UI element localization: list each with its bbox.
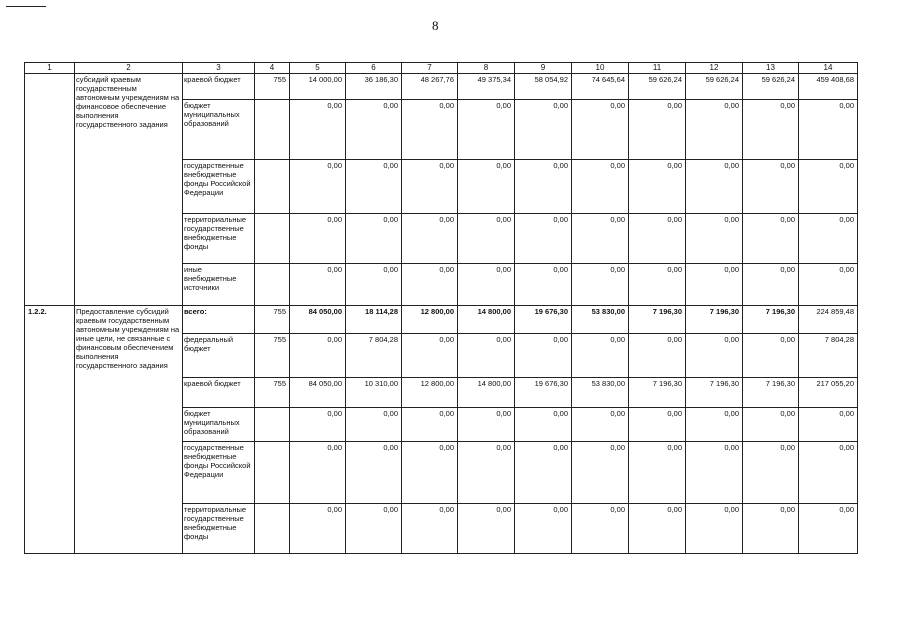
amount-cell: 0,00 — [402, 264, 458, 306]
funding-source: бюджет муниципальных образований — [183, 408, 255, 442]
item-description: субсидий краевым государственным автономным учреждениям на финансовое обеспечение выполнения государственного задания — [75, 74, 183, 306]
amount-cell: 7 804,28 — [799, 334, 858, 378]
amount-cell: 0,00 — [686, 214, 743, 264]
amount-cell: 59 626,24 — [686, 74, 743, 100]
amount-cell: 0,00 — [458, 334, 515, 378]
amount-cell: 7 196,30 — [686, 378, 743, 408]
amount-cell: 0,00 — [290, 442, 346, 504]
amount-cell: 0,00 — [402, 160, 458, 214]
amount-cell: 48 267,76 — [402, 74, 458, 100]
amount-cell: 0,00 — [743, 442, 799, 504]
item-code: 1.2.2. — [25, 306, 75, 554]
column-header: 2 — [75, 63, 183, 74]
budget-code — [255, 214, 290, 264]
amount-cell: 0,00 — [629, 214, 686, 264]
item-code — [25, 74, 75, 306]
amount-cell: 0,00 — [290, 334, 346, 378]
amount-cell: 14 000,00 — [290, 74, 346, 100]
budget-code: 755 — [255, 306, 290, 334]
amount-cell: 0,00 — [799, 504, 858, 554]
amount-cell: 18 114,28 — [346, 306, 402, 334]
amount-cell: 19 676,30 — [515, 306, 572, 334]
amount-cell: 0,00 — [799, 442, 858, 504]
amount-cell: 10 310,00 — [346, 378, 402, 408]
amount-cell: 14 800,00 — [458, 306, 515, 334]
amount-cell: 0,00 — [629, 100, 686, 160]
column-header: 12 — [686, 63, 743, 74]
amount-cell: 19 676,30 — [515, 378, 572, 408]
amount-cell: 459 408,68 — [799, 74, 858, 100]
amount-cell: 0,00 — [458, 408, 515, 442]
column-header: 9 — [515, 63, 572, 74]
amount-cell: 0,00 — [743, 160, 799, 214]
amount-cell: 0,00 — [743, 504, 799, 554]
budget-code — [255, 408, 290, 442]
amount-cell: 7 196,30 — [686, 306, 743, 334]
column-header: 13 — [743, 63, 799, 74]
column-header: 10 — [572, 63, 629, 74]
amount-cell: 0,00 — [290, 264, 346, 306]
amount-cell: 0,00 — [346, 442, 402, 504]
amount-cell: 0,00 — [572, 504, 629, 554]
amount-cell: 58 054,92 — [515, 74, 572, 100]
amount-cell: 0,00 — [686, 408, 743, 442]
funding-source: государственные внебюджетные фонды Российской Федерации — [183, 160, 255, 214]
column-header: 1 — [25, 63, 75, 74]
column-header: 7 — [402, 63, 458, 74]
amount-cell: 14 800,00 — [458, 378, 515, 408]
amount-cell: 0,00 — [290, 408, 346, 442]
amount-cell: 0,00 — [515, 442, 572, 504]
column-header: 14 — [799, 63, 858, 74]
amount-cell: 0,00 — [515, 160, 572, 214]
amount-cell: 0,00 — [686, 504, 743, 554]
amount-cell: 0,00 — [686, 100, 743, 160]
amount-cell: 0,00 — [458, 160, 515, 214]
funding-source: краевой бюджет — [183, 378, 255, 408]
budget-code — [255, 264, 290, 306]
table-row — [25, 306, 858, 334]
amount-cell: 7 196,30 — [629, 306, 686, 334]
header-row — [25, 63, 858, 74]
amount-cell: 0,00 — [572, 264, 629, 306]
amount-cell: 0,00 — [458, 264, 515, 306]
amount-cell: 0,00 — [402, 214, 458, 264]
amount-cell: 217 055,20 — [799, 378, 858, 408]
amount-cell: 0,00 — [572, 334, 629, 378]
amount-cell: 0,00 — [799, 160, 858, 214]
header-rule — [6, 6, 46, 7]
amount-cell: 0,00 — [346, 504, 402, 554]
amount-cell: 0,00 — [743, 264, 799, 306]
budget-code — [255, 160, 290, 214]
amount-cell: 0,00 — [515, 264, 572, 306]
amount-cell: 0,00 — [515, 408, 572, 442]
amount-cell: 0,00 — [799, 408, 858, 442]
amount-cell: 0,00 — [686, 264, 743, 306]
funding-source: федеральный бюджет — [183, 334, 255, 378]
amount-cell: 0,00 — [572, 100, 629, 160]
funding-source: территориальные государственные внебюджетные фонды — [183, 214, 255, 264]
budget-table — [24, 62, 858, 554]
column-header: 3 — [183, 63, 255, 74]
amount-cell: 0,00 — [572, 160, 629, 214]
budget-code: 755 — [255, 378, 290, 408]
amount-cell: 0,00 — [572, 442, 629, 504]
amount-cell: 7 196,30 — [743, 378, 799, 408]
column-header: 11 — [629, 63, 686, 74]
amount-cell: 7 196,30 — [743, 306, 799, 334]
amount-cell: 0,00 — [402, 504, 458, 554]
amount-cell: 0,00 — [743, 214, 799, 264]
amount-cell: 0,00 — [629, 408, 686, 442]
funding-source: государственные внебюджетные фонды Российской Федерации — [183, 442, 255, 504]
amount-cell: 0,00 — [515, 100, 572, 160]
amount-cell: 12 800,00 — [402, 378, 458, 408]
budget-code — [255, 504, 290, 554]
amount-cell: 0,00 — [402, 334, 458, 378]
funding-source: краевой бюджет — [183, 74, 255, 100]
column-header: 5 — [290, 63, 346, 74]
amount-cell: 36 186,30 — [346, 74, 402, 100]
amount-cell: 0,00 — [402, 442, 458, 504]
amount-cell: 59 626,24 — [629, 74, 686, 100]
budget-code — [255, 100, 290, 160]
amount-cell: 0,00 — [290, 100, 346, 160]
amount-cell: 84 050,00 — [290, 306, 346, 334]
amount-cell: 7 804,28 — [346, 334, 402, 378]
amount-cell: 7 196,30 — [629, 378, 686, 408]
amount-cell: 0,00 — [686, 334, 743, 378]
amount-cell: 0,00 — [458, 504, 515, 554]
amount-cell: 0,00 — [346, 214, 402, 264]
amount-cell: 0,00 — [346, 160, 402, 214]
amount-cell: 0,00 — [572, 408, 629, 442]
amount-cell: 0,00 — [629, 264, 686, 306]
amount-cell: 53 830,00 — [572, 306, 629, 334]
amount-cell: 0,00 — [799, 264, 858, 306]
amount-cell: 0,00 — [346, 264, 402, 306]
amount-cell: 12 800,00 — [402, 306, 458, 334]
amount-cell: 74 645,64 — [572, 74, 629, 100]
amount-cell: 0,00 — [799, 100, 858, 160]
amount-cell: 59 626,24 — [743, 74, 799, 100]
amount-cell: 0,00 — [686, 442, 743, 504]
amount-cell: 0,00 — [402, 100, 458, 160]
funding-source: всего: — [183, 306, 255, 334]
amount-cell: 0,00 — [629, 442, 686, 504]
amount-cell: 0,00 — [346, 408, 402, 442]
amount-cell: 84 050,00 — [290, 378, 346, 408]
amount-cell: 0,00 — [515, 504, 572, 554]
amount-cell: 0,00 — [290, 214, 346, 264]
funding-source: бюджет муниципальных образований — [183, 100, 255, 160]
amount-cell: 0,00 — [290, 160, 346, 214]
column-header: 8 — [458, 63, 515, 74]
page-number: 8 — [432, 18, 439, 33]
amount-cell: 0,00 — [743, 334, 799, 378]
amount-cell: 0,00 — [515, 334, 572, 378]
amount-cell: 0,00 — [346, 100, 402, 160]
amount-cell: 0,00 — [458, 214, 515, 264]
amount-cell: 0,00 — [686, 160, 743, 214]
amount-cell: 53 830,00 — [572, 378, 629, 408]
amount-cell: 0,00 — [799, 214, 858, 264]
column-header: 4 — [255, 63, 290, 74]
amount-cell: 0,00 — [458, 100, 515, 160]
amount-cell: 0,00 — [572, 214, 629, 264]
amount-cell: 49 375,34 — [458, 74, 515, 100]
funding-source: территориальные государственные внебюджетные фонды — [183, 504, 255, 554]
budget-code: 755 — [255, 334, 290, 378]
amount-cell: 0,00 — [629, 160, 686, 214]
item-description: Предоставление субсидий краевым государственным автономным учреждениям на иные цели, не связанные с финансовым обеспечением выполнения государственного задания — [75, 306, 183, 554]
amount-cell: 0,00 — [402, 408, 458, 442]
funding-source: иные внебюджетные источники — [183, 264, 255, 306]
amount-cell: 0,00 — [515, 214, 572, 264]
budget-code: 755 — [255, 74, 290, 100]
budget-code — [255, 442, 290, 504]
amount-cell: 0,00 — [629, 504, 686, 554]
amount-cell: 0,00 — [743, 408, 799, 442]
amount-cell: 0,00 — [629, 334, 686, 378]
table-row — [25, 74, 858, 100]
column-header: 6 — [346, 63, 402, 74]
amount-cell: 0,00 — [290, 504, 346, 554]
amount-cell: 0,00 — [743, 100, 799, 160]
amount-cell: 0,00 — [458, 442, 515, 504]
amount-cell: 224 859,48 — [799, 306, 858, 334]
